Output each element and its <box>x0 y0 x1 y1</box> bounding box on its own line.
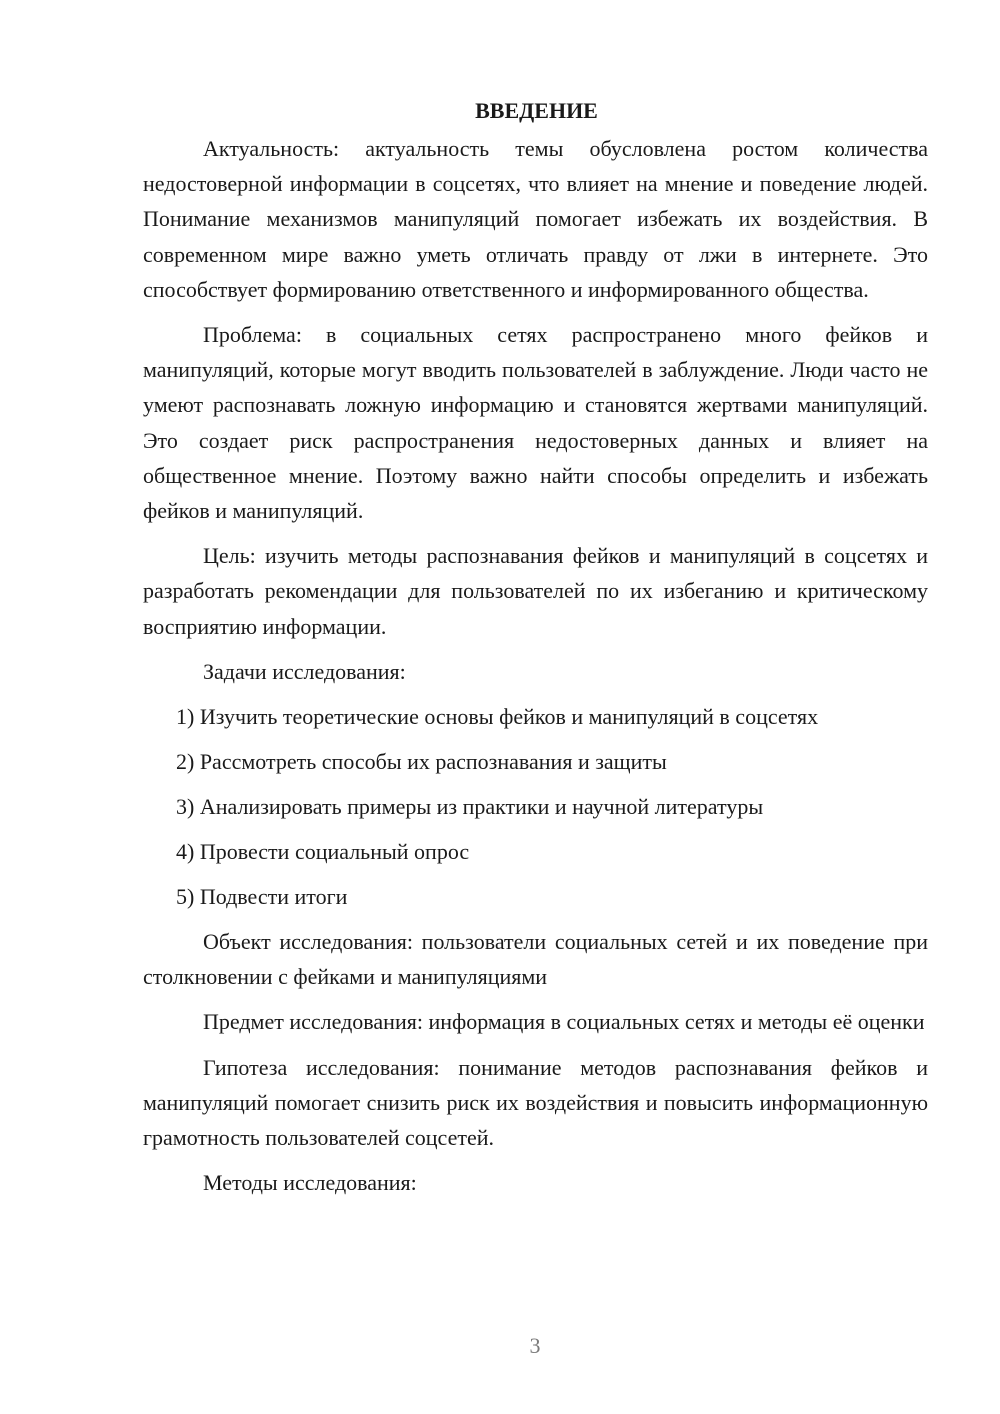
document-page <box>143 96 928 1210</box>
page-number: 3 <box>529 1333 541 1358</box>
paragraph-object: Объект исследования: пользователи социальных сетей и их поведение при столкновении с фейками и манипуляциями <box>143 929 928 990</box>
list-item: 1) Изучить теоретические основы фейков и манипуляций в соцсетях <box>176 704 819 730</box>
list-item: 3) Анализировать примеры из практики и научной литературы <box>176 794 764 820</box>
list-item: 2) Рассмотреть способы их распознавания и защиты <box>176 749 667 775</box>
list-item: 4) Провести социальный опрос <box>176 839 470 865</box>
methods-heading: Методы исследования: <box>203 1170 417 1196</box>
tasks-list <box>143 699 928 914</box>
paragraph-relevance: Актуальность: актуальность темы обусловлена ростом количества недостоверной информации в соцсетях, что влияет на мнение и поведение людей. Понимание механизмов манипуляций помогает избежать их воздействия. В современном мире важно уметь отличать правду от лжи в интернете. Это способствует формированию ответственного и информированного общества. <box>143 136 928 302</box>
paragraph-problem: Проблема: в социальных сетях распространено много фейков и манипуляций, которые могут вводить пользователей в заблуждение. Люди часто не умеют распознавать ложную информацию и становятся жертвами манипуляций. Это создает риск распространения недостоверных данных и влияет на общественное мнение. Поэтому важно найти способы определить и избежать фейков и манипуляций. <box>143 322 928 524</box>
paragraph-goal: Цель: изучить методы распознавания фейков и манипуляций в соцсетях и разработать рекомендации для пользователей по их избеганию и критическому восприятию информации. <box>143 543 928 639</box>
tasks-heading: Задачи исследования: <box>203 658 406 684</box>
list-item: 5) Подвести итоги <box>176 884 348 910</box>
page-title: ВВЕДЕНИЕ <box>475 98 598 123</box>
paragraph-hypothesis: Гипотеза исследования: понимание методов распознавания фейков и манипуляций помогает снизить риск их воздействия и повысить информационную грамотность пользователей соцсетей. <box>143 1054 928 1151</box>
paragraph-subject: Предмет исследования: информация в социальных сетях и методы её оценки <box>203 1009 925 1035</box>
